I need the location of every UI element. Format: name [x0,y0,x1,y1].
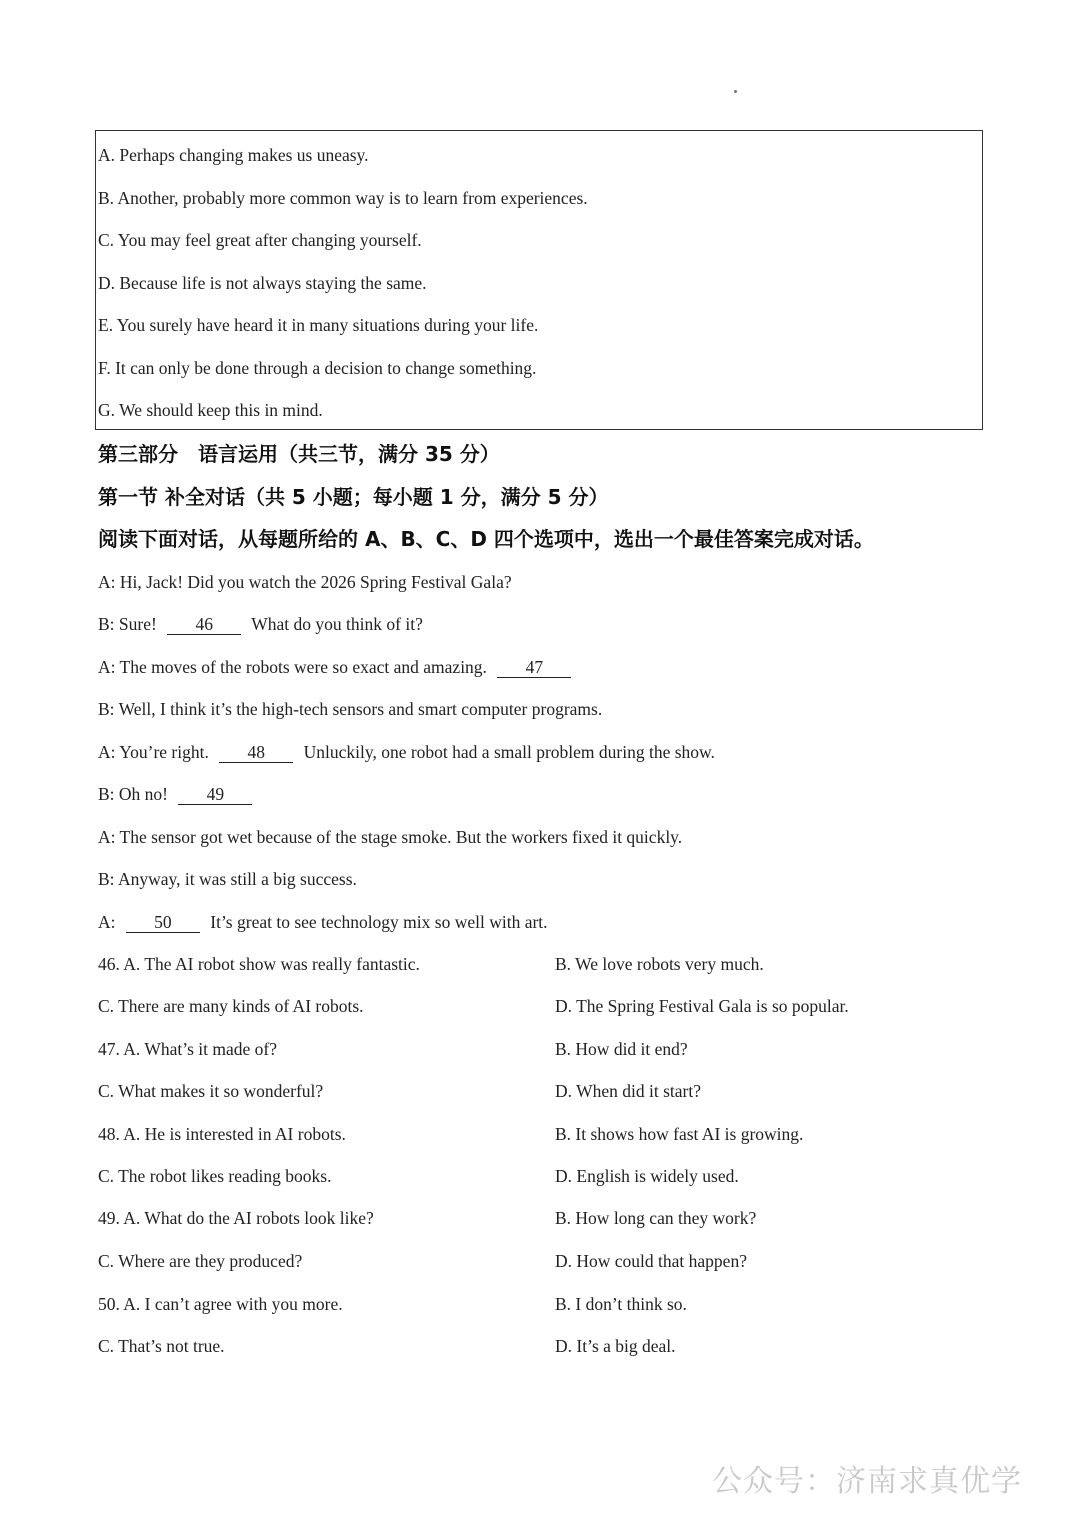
dialogue-line-6 [98,782,258,806]
dialogue-line-8: B: Anyway, it was still a big success. [98,869,357,889]
option-c: C. You may feel great after changing yourself. [98,230,422,250]
dialogue-text: What do you think of it? [251,614,423,634]
q49-option-a: 49. A. What do the AI robots look like? [98,1208,374,1228]
option-g: G. We should keep this in mind. [98,400,323,420]
part-title: 第三部分 语言运用（共三节，满分 35 分） [98,442,500,466]
scan-dot [734,90,737,93]
q49-option-c: C. Where are they produced? [98,1251,303,1271]
q47-option-c: C. What makes it so wonderful? [98,1081,324,1101]
q50-option-d: D. It’s a big deal. [555,1336,676,1356]
dialogue-line-4: B: Well, I think it’s the high-tech sensors and smart computer programs. [98,699,603,719]
dialogue-text: A: [98,912,116,932]
q48-option-b: B. It shows how fast AI is growing. [555,1124,804,1144]
q47-option-d: D. When did it start? [555,1081,701,1101]
q47-option-a: 47. A. What’s it made of? [98,1039,278,1059]
dialogue-line-7: A: The sensor got wet because of the stage smoke. But the workers fixed it quickly. [98,827,683,847]
q48-option-d: D. English is widely used. [555,1166,739,1186]
dialogue-line-5 [98,740,715,764]
blank-50: 50 [126,912,200,933]
dialogue-text: It’s great to see technology mix so well with art. [210,912,548,932]
dialogue-line-1: A: Hi, Jack! Did you watch the 2026 Spring Festival Gala? [98,572,512,592]
option-b: B. Another, probably more common way is to learn from experiences. [98,188,588,208]
watermark: 公众号：济南求真优学 [712,1464,1022,1499]
q48-option-a: 48. A. He is interested in AI robots. [98,1124,346,1144]
option-e: E. You surely have heard it in many situations during your life. [98,315,539,335]
dialogue-line-2 [98,612,423,636]
q46-option-c: C. There are many kinds of AI robots. [98,996,364,1016]
dialogue-text: B: Sure! [98,614,157,634]
dialogue-line-9 [98,910,548,934]
option-d: D. Because life is not always staying the same. [98,273,427,293]
q50-option-c: C. That’s not true. [98,1336,225,1356]
q49-option-b: B. How long can they work? [555,1208,757,1228]
option-f: F. It can only be done through a decision to change something. [98,358,537,378]
dialogue-text: A: The moves of the robots were so exact and amazing. [98,657,487,677]
q48-option-c: C. The robot likes reading books. [98,1166,332,1186]
option-a: A. Perhaps changing makes us uneasy. [98,145,369,165]
dialogue-line-3 [98,655,577,679]
blank-47: 47 [497,657,571,678]
q46-option-a: 46. A. The AI robot show was really fantastic. [98,954,420,974]
blank-49: 49 [178,784,252,805]
option-box [95,130,983,430]
q50-option-a: 50. A. I can’t agree with you more. [98,1294,343,1314]
blank-48: 48 [219,742,293,763]
q50-option-b: B. I don’t think so. [555,1294,687,1314]
q46-option-d: D. The Spring Festival Gala is so popular. [555,996,849,1016]
dialogue-text: Unluckily, one robot had a small problem during the show. [303,742,715,762]
q47-option-b: B. How did it end? [555,1039,688,1059]
section-title: 第一节 补全对话（共 5 小题；每小题 1 分，满分 5 分） [98,485,609,509]
dialogue-text: B: Oh no! [98,784,168,804]
instruction: 阅读下面对话，从每题所给的 A、B、C、D 四个选项中，选出一个最佳答案完成对话。 [98,527,874,551]
q49-option-d: D. How could that happen? [555,1251,747,1271]
q46-option-b: B. We love robots very much. [555,954,764,974]
blank-46: 46 [167,614,241,635]
dialogue-text: A: You’re right. [98,742,209,762]
